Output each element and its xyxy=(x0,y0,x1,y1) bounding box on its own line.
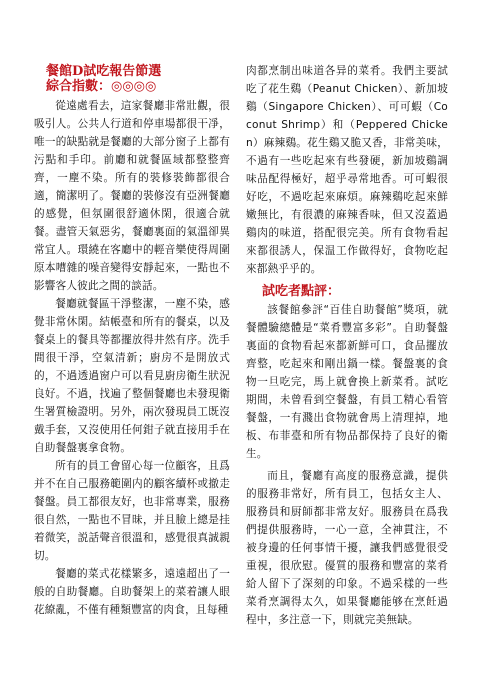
comment-title: 試吃者點評： xyxy=(262,284,341,299)
paragraph-staff: 所有的員工會留心每一位顧客，且爲并不在自己服務範圍内的顧客續杯或撤走餐盤。員工都很友好，也非常專業，服務很自然，一點也不冒昧，并且臉上總是挂着微笑，説話聲音很溫和，感覺很真誠親切。 xyxy=(34,460,230,562)
paragraph-comment-food: 該餐館參評“百佳自助餐館”獎項，就餐體驗總體是“菜肴豐富多彩”。自助餐盤裏面的食物看起來都新鮮可口，食品擺放齊整，吃起來和剛出鍋一樣。餐盤裏的食物一旦吃完，馬上就會換上新菜肴。試吃期間，未曾看到空餐盤，有員工精心看管餐盤，一有濺出食物就會馬上清理掉，地板、布菲臺和所有物品都保持了良好的衛生。 xyxy=(246,304,448,460)
paragraph-comment-service: 而且，餐廳有高度的服務意識，提供的服務非常好，所有員工，包括女主人、服務員和厨師都非常友好。服務員在爲我們提供服務時，一心一意，全神貫注，不被身邊的任何事情干擾，讓我們感覺很受重視，很欣慰。優質的服務和豐富的菜肴給人留下了深刻的印象。不過采樣的一些菜肴烹調得太久，如果餐廳能够在烹飪過程中，多注意一下，則就完美無缺。 xyxy=(246,470,448,626)
right-column xyxy=(246,62,448,629)
paragraph-dishes: 餐廳的菜式花樣繁多，遠遠超出了一般的自助餐廳。自助餐架上的菜着讓人眼花繚亂，不僅有種類豐富的肉食，且每種 xyxy=(34,568,230,616)
paragraph-dishes-continued: 肉都烹制出味道各异的菜肴。我們主要試吃了花生鷄（Peanut Chicken）、新加坡鷄（Singapore Chicken）、可可蝦（Coconut Shrimp）和（Peppered Chicken）麻辣鷄。花生鷄又脆又香，非常美味，不過有一些吃起來有些發硬，新加坡鷄調味品配得極好，超乎尋常地香。可可蝦很好吃，不過吃起來麻煩。麻辣鷄吃起來鮮嫩無比，有很濃的麻辣香味，但又沒蓋過鷄肉的味道，搭配很完美。所有食物看起來都很誘人，保温工作做得好，食物吃起來都熱乎乎的。 xyxy=(246,65,448,275)
left-column xyxy=(34,64,230,619)
paragraph-exterior: 從遠處看去，這家餐廳非常壯觀，很吸引人。公共人行道和停車場都很干凈，唯一的缺點就是餐廳的大部分窗子上都有污點和手印。前廳和就餐區域都整整齊齊，一塵不染。所有的裝修裝飾都很合適，簡潔明了。餐廳的裝修沒有亞洲餐廳的感覺，但氛圍很舒適休閑，很適合就餐。盡管天氣惡劣，餐廳裏面的氣溫卻異常宜人。環繞在客廳中的輕音樂使得周圍原本嘈雜的噪音變得安靜起來，一點也不影響客人彼此之間的談話。 xyxy=(34,100,230,292)
rating-label: 綜合指數：◎◎◎◎ xyxy=(46,79,157,94)
paragraph-dining-area: 餐廳就餐區干淨整潔，一塵不染，感覺非常休閑。結帳臺和所有的餐桌，以及餐桌上的餐具等都擺放得井然有序。洗手間很干淨，空氣清新；廚房不是開放式的，不過透過窗户可以看見廚房衛生狀況良好。不過，找遍了整個餐廳也未發現衛生署質檢證明。另外，兩次發現員工既沒戴手套，又沒使用任何鉗子就直接用手在自助餐盤裏拿食物。 xyxy=(34,298,230,454)
report-title: 餐館D試吃報告節選 xyxy=(46,64,162,79)
